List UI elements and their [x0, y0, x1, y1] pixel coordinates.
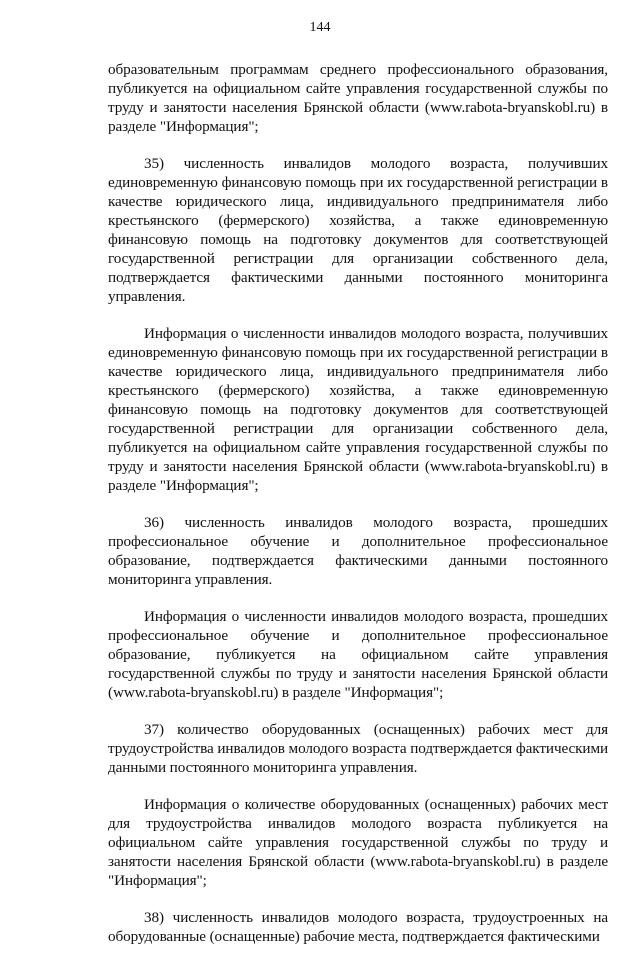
paragraph-info-36: Информация о численности инвалидов молодого возраста, прошедших профессиональное обучение и дополнительное профессиональное образование, публикуется на официальном сайте управления государственной службы по труду и занятости населения Брянской области (www.rabota-bryanskobl.ru) в разделе "Информация"; [108, 608, 608, 701]
paragraph-item-35: 35) численность инвалидов молодого возраста, получивших единовременную финансовую помощь при их государственной регистрации в качестве юридического лица, индивидуального предпринимателя либо крестьянского (фермерского) хозяйства, а также единовременную финансовую помощь на подготовку документов для соответствующей государственной регистрации для организации собственного дела, подтверждается фактическими данными постоянного мониторинга управления. [108, 155, 608, 305]
paragraph-continuation: образовательным программам среднего профессионального образования, публикуется на официальном сайте управления государственной службы по труду и занятости населения Брянской области (www.rabota-bryanskobl.ru) в разделе "Информация"; [108, 61, 608, 135]
paragraph-info-37: Информация о количестве оборудованных (оснащенных) рабочих мест для трудоустройства инвалидов молодого возраста публикуется на официальном сайте управления государственной службы по труду и занятости населения Брянской области (www.rabota-bryanskobl.ru) в разделе "Информация"; [108, 796, 608, 889]
paragraph-info-35: Информация о численности инвалидов молодого возраста, получивших единовременную финансовую помощь при их государственной регистрации в качестве юридического лица, индивидуального предпринимателя либо крестьянского (фермерского) хозяйства, а также единовременную финансовую помощь на подготовку документов для соответствующей государственной регистрации для организации собственного дела, публикуется на официальном сайте управления государственной службы по труду и занятости населения Брянской области (www.rabota-bryanskobl.ru) в разделе "Информация"; [108, 325, 608, 494]
paragraph-item-36: 36) численность инвалидов молодого возраста, прошедших профессиональное обучение и дополнительное профессиональное образование, подтверждается фактическими данными постоянного мониторинга управления. [108, 514, 608, 588]
document-body [108, 60, 608, 964]
page-number: 144 [309, 20, 331, 35]
paragraph-item-37: 37) количество оборудованных (оснащенных) рабочих мест для трудоустройства инвалидов молодого возраста подтверждается фактическими данными постоянного мониторинга управления. [108, 721, 608, 776]
paragraph-item-38: 38) численность инвалидов молодого возраста, трудоустроенных на оборудованные (оснащенные) рабочие места, подтверждается фактическими [108, 909, 608, 945]
